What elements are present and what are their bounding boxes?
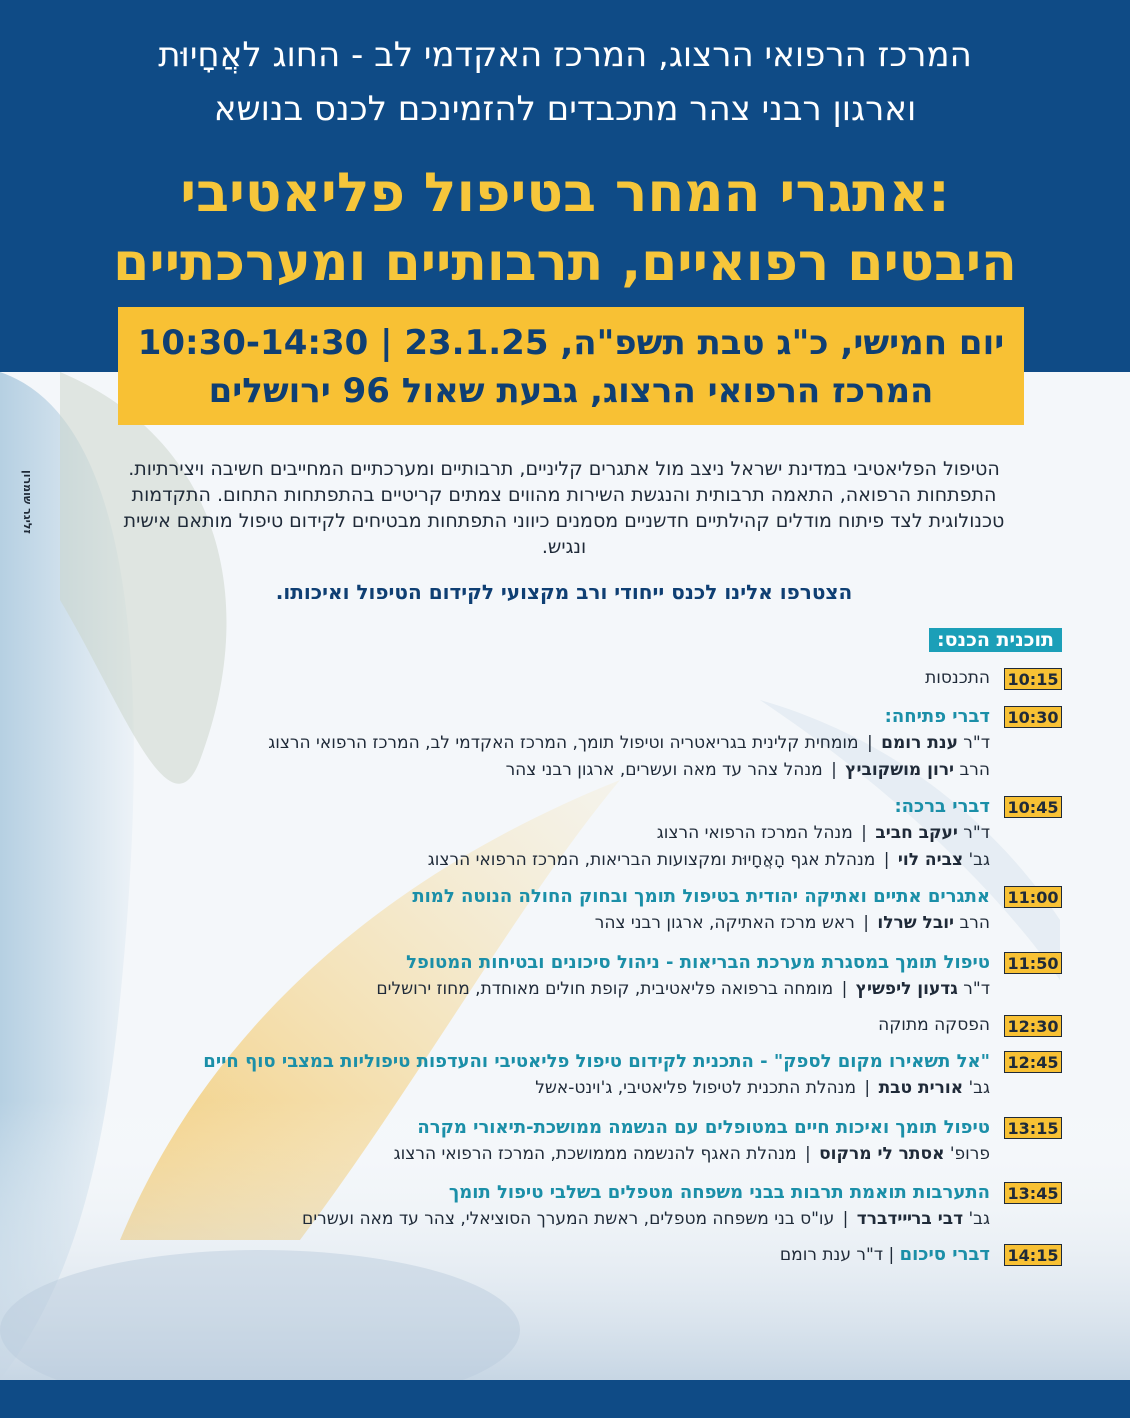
session-details [80, 1179, 990, 1233]
speaker-title: ד"ר [957, 733, 990, 753]
designer-credit [12, 470, 38, 610]
speaker-title: הרב [954, 760, 990, 780]
speaker-role: ראש מרכז האתיקה, ארגון רבני צהר [594, 913, 855, 933]
date-location-box [118, 307, 1024, 425]
speaker-name: יעקב חביב [875, 823, 958, 843]
speaker-role: מנהל המרכז הרפואי הרצוג [656, 823, 853, 843]
session-title: דברי סיכום | ד"ר ענת רומם [779, 1244, 990, 1265]
closing-speaker: | ד"ר ענת רומם [779, 1245, 900, 1265]
speaker-role: מנהלת אגף הָאֲחָיוּת ומקצועות הבריאות, המרכז הרפואי הרצוג [427, 850, 876, 870]
speaker-title: גב' [963, 1209, 990, 1229]
speaker-role: מומחית קלינית בגריאטריה וטיפול תומך, המרכז האקדמי לב, המרכז הרפואי הרצוג [268, 733, 859, 753]
session-time: 11:00 [1004, 886, 1062, 908]
speaker-role: מנהל צהר עד מאה ועשרים, ארגון רבני צהר [505, 760, 823, 780]
speaker-line: הרב יובל שרלו | ראש מרכז האתיקה, ארגון רבני צהר [594, 913, 990, 933]
speaker-title: גב' [963, 1078, 990, 1098]
conference-title [0, 158, 1130, 298]
speaker-name: דבי ברײידברד [856, 1209, 964, 1229]
speaker-name: ירון מושקוביץ [845, 760, 955, 780]
speaker-role: מומחה ברפואה פליאטיבית, קופת חולים מאוחדת, מחוז ירושלים [376, 979, 834, 999]
program-heading: תוכנית הכנס: [929, 628, 1062, 652]
speaker-line: ד"ר יעקב חביב | מנהל המרכז הרפואי הרצוג [656, 823, 990, 843]
speaker-name: ענת רומם [881, 733, 958, 753]
speaker-name: אסתר לי מרקוס [819, 1144, 945, 1164]
session-details [80, 793, 990, 874]
session-title: התכנסות [925, 668, 990, 688]
session-details [80, 1012, 990, 1039]
session-title: התערבות תואמת תרבות בבני משפחה מטפלים בשלבי טיפול תומך [448, 1182, 990, 1203]
speaker-title: גב' [963, 850, 990, 870]
session-time: 10:30 [1004, 706, 1062, 728]
speaker-role: מנהלת התכנית לטיפול פליאטיבי, ג'וינט-אשל [535, 1078, 857, 1098]
session-title: "אל תשאירו מקום לספק" - התכנית לקידום טיפול פליאטיבי והעדפות טיפוליות במצבי סוף חיים [203, 1051, 990, 1072]
title-line-1: אתגרי המחר בטיפול פליאטיבי: [180, 161, 950, 224]
speaker-line: פרופ' אסתר לי מרקוס | מנהלת האגף להנשמה מממושכת, המרכז הרפואי הרצוג [393, 1144, 990, 1164]
session-title: דברי ברכה: [894, 796, 990, 817]
speaker-line: ד"ר גדעון ליפשיץ | מומחה ברפואה פליאטיבית, קופת חולים מאוחדת, מחוז ירושלים [376, 979, 990, 999]
session-title: טיפול תומך במסגרת מערכת הבריאות - ניהול סיכונים ובטיחות המטופל [406, 952, 990, 973]
date-line: יום חמישי, כ"ג טבת תשפ"ה, 23.1.25 | 10:30-14:30 [137, 323, 1005, 363]
speaker-role: מנהלת האגף להנשמה מממושכת, המרכז הרפואי הרצוג [393, 1144, 797, 1164]
speaker-name: צביה לוי [897, 850, 964, 870]
speaker-name: גדעון ליפשיץ [855, 979, 958, 999]
speaker-title: הרב [954, 913, 990, 933]
speaker-line: גב' דבי ברײידברד | עו"ס בני משפחה מטפלים, ראשת המערך הסוציאלי, צהר עד מאה ועשרים [302, 1209, 990, 1229]
speaker-line: גב' צביה לוי | מנהלת אגף הָאֲחָיוּת ומקצועות הבריאות, המרכז הרפואי הרצוג [427, 850, 990, 870]
call-to-action: הצטרפו אלינו לכנס ייחודי ורב מקצועי לקידום הטיפול ואיכותו. [275, 580, 853, 604]
organizers [0, 28, 1130, 136]
session-details [80, 1048, 990, 1102]
speaker-title: ד"ר [957, 823, 990, 843]
session-time: 10:45 [1004, 796, 1062, 818]
session-time: 12:45 [1004, 1051, 1062, 1073]
session-title: טיפול תומך ואיכות חיים במטופלים עם הנשמה ממושכת-תיאורי מקרה [417, 1117, 990, 1138]
credit-text: זליגר שומרון [21, 470, 34, 534]
session-details [80, 883, 990, 937]
speaker-name: אורית טבת [878, 1078, 964, 1098]
organizers-line-2: וארגון רבני צהר מתכבדים להזמינכם לכנס בנושא [213, 89, 917, 129]
session-details [80, 703, 990, 784]
session-time: 13:15 [1004, 1117, 1062, 1139]
session-time: 10:15 [1004, 668, 1062, 690]
session-details [80, 949, 990, 1003]
session-details [80, 1114, 990, 1168]
session-title: הפסקה מתוקה [878, 1015, 990, 1035]
speaker-line: ד"ר ענת רומם | מומחית קלינית בגריאטריה וטיפול תומך, המרכז האקדמי לב, המרכז הרפואי הרצוג [268, 733, 990, 753]
session-title: אתגרים אתיים ואתיקה יהודית בטיפול תומך ובחוק החולה הנוטה למות [412, 886, 990, 907]
session-details [80, 1241, 990, 1269]
speaker-line: הרב ירון מושקוביץ | מנהל צהר עד מאה ועשרים, ארגון רבני צהר [505, 760, 990, 780]
speaker-line: גב' אורית טבת | מנהלת התכנית לטיפול פליאטיבי, ג'וינט-אשל [535, 1078, 990, 1098]
location-line: המרכז הרפואי הרצוג, גבעת שאול 96 ירושלים [208, 371, 934, 411]
session-title: דברי פתיחה: [884, 706, 990, 727]
speaker-title: ד"ר [957, 979, 990, 999]
speaker-name: יובל שרלו [877, 913, 955, 933]
session-time: 12:30 [1004, 1015, 1062, 1037]
session-time: 11:50 [1004, 952, 1062, 974]
session-time: 14:15 [1004, 1244, 1062, 1266]
intro-paragraph: הטיפול הפליאטיבי במדינת ישראל ניצב מול אתגרים קליניים, תרבותיים ומערכתיים המחייבים חשיבה ויצירתיות. התפתחות הרפואה, התאמה תרבותית והנגשת השירות מהווים צמתים קריטיים בהתפתחות התחום. התקדמות טכנולוגית לצד פיתוח מודלים קהילתיים חדשניים מסמנים כיווני התפתחות מבטיחים לקידום טיפול מותאם אישית ונגיש. [123, 458, 1005, 558]
title-line-2: היבטים רפואיים, תרבותיים ומערכתיים [113, 233, 1017, 293]
speaker-role: עו"ס בני משפחה מטפלים, ראשת המערך הסוציאלי, צהר עד מאה ועשרים [302, 1209, 835, 1229]
session-time: 13:45 [1004, 1182, 1062, 1204]
session-details [80, 665, 990, 692]
speaker-title: פרופ' [944, 1144, 990, 1164]
organizers-line-1: המרכז הרפואי הרצוג, המרכז האקדמי לב - החוג לאֲחָיוּת [158, 35, 972, 75]
bottom-bar [0, 1380, 1130, 1418]
